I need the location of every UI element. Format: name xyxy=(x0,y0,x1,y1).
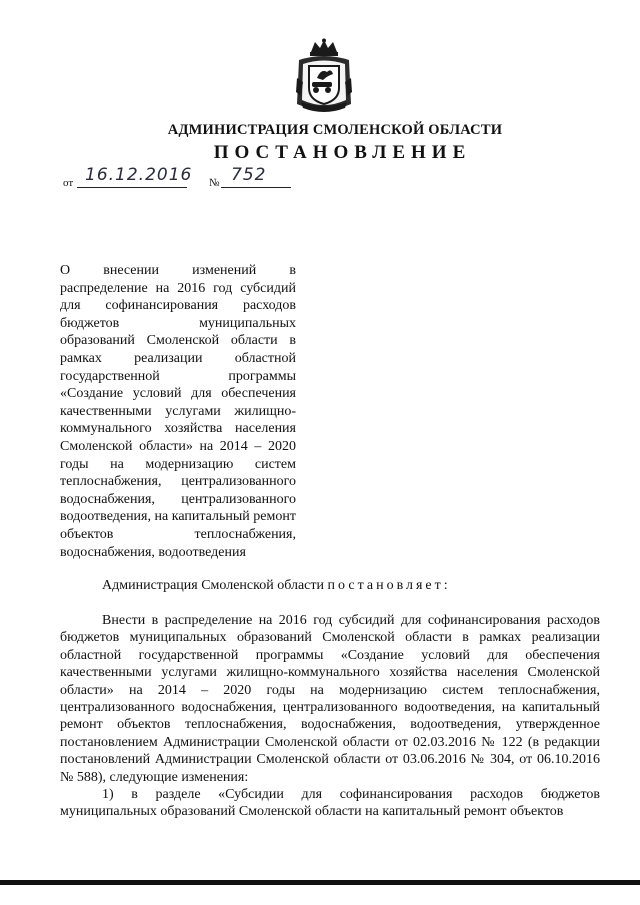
date-underline xyxy=(77,187,187,188)
date-number-line xyxy=(63,165,303,189)
organization-name: АДМИНИСТРАЦИЯ СМОЛЕНСКОЙ ОБЛАСТИ xyxy=(167,122,503,138)
page-bottom-bar xyxy=(0,880,640,885)
preamble-verb: постановляет: xyxy=(327,578,451,593)
coat-of-arms-emblem xyxy=(293,38,355,116)
date-from-label: от xyxy=(63,177,74,189)
number-underline xyxy=(221,187,291,188)
document-type-title: ПОСТАНОВЛЕНИЕ xyxy=(213,142,472,163)
body-paragraph: Внести в распределение на 2016 год субсидий для софинансирования расходов бюджетов муниципальных образований Смоленской области в рамках реализации областной государственной программы «Создание условий для обеспечения качественными услугами жилищно-коммунального хозяйства населения Смоленской области» на 2014 – 2020 годы на модернизацию систем теплоснабжения, централизованного водоснабжения, централизованного водоотведения, на капитальный ремонт объектов теплоснабжения, водоснабжения, водоотведения, утвержденное постановлением Администрации Смоленской области от 02.03.2016 № 122 (в редакции постановлений Администрации Смоленской области от 03.06.2016 № 304, от 06.10.2016 № 588), следующие изменения: xyxy=(60,613,600,785)
preamble-text: Администрация Смоленской области xyxy=(102,578,325,593)
subject-heading: О внесении изменений в распределение на 2016 год субсидий для софинансирования расходов бюджетов муниципальных образований Смоленской области в рамках реализации областной государственной программы «Создание условий для обеспечения качественными услугами жилищно-коммунального хозяйства населения Смоленской области» на 2014 – 2020 годы на модернизацию систем теплоснабжения, централизованного водоснабжения, централизованного водоотведения, на капитальный ремонт объектов теплоснабжения, водоснабжения, водоотведения xyxy=(60,263,296,560)
preamble xyxy=(102,577,602,595)
body-text xyxy=(60,612,600,821)
handwritten-date: 16.12.2016 xyxy=(85,165,193,185)
handwritten-number: 752 xyxy=(231,165,267,185)
number-label: № xyxy=(209,177,220,189)
body-paragraph: 1) в разделе «Субсидии для софинансирования расходов бюджетов муниципальных образований Смоленской области на капитальный ремонт объектов xyxy=(60,787,600,820)
